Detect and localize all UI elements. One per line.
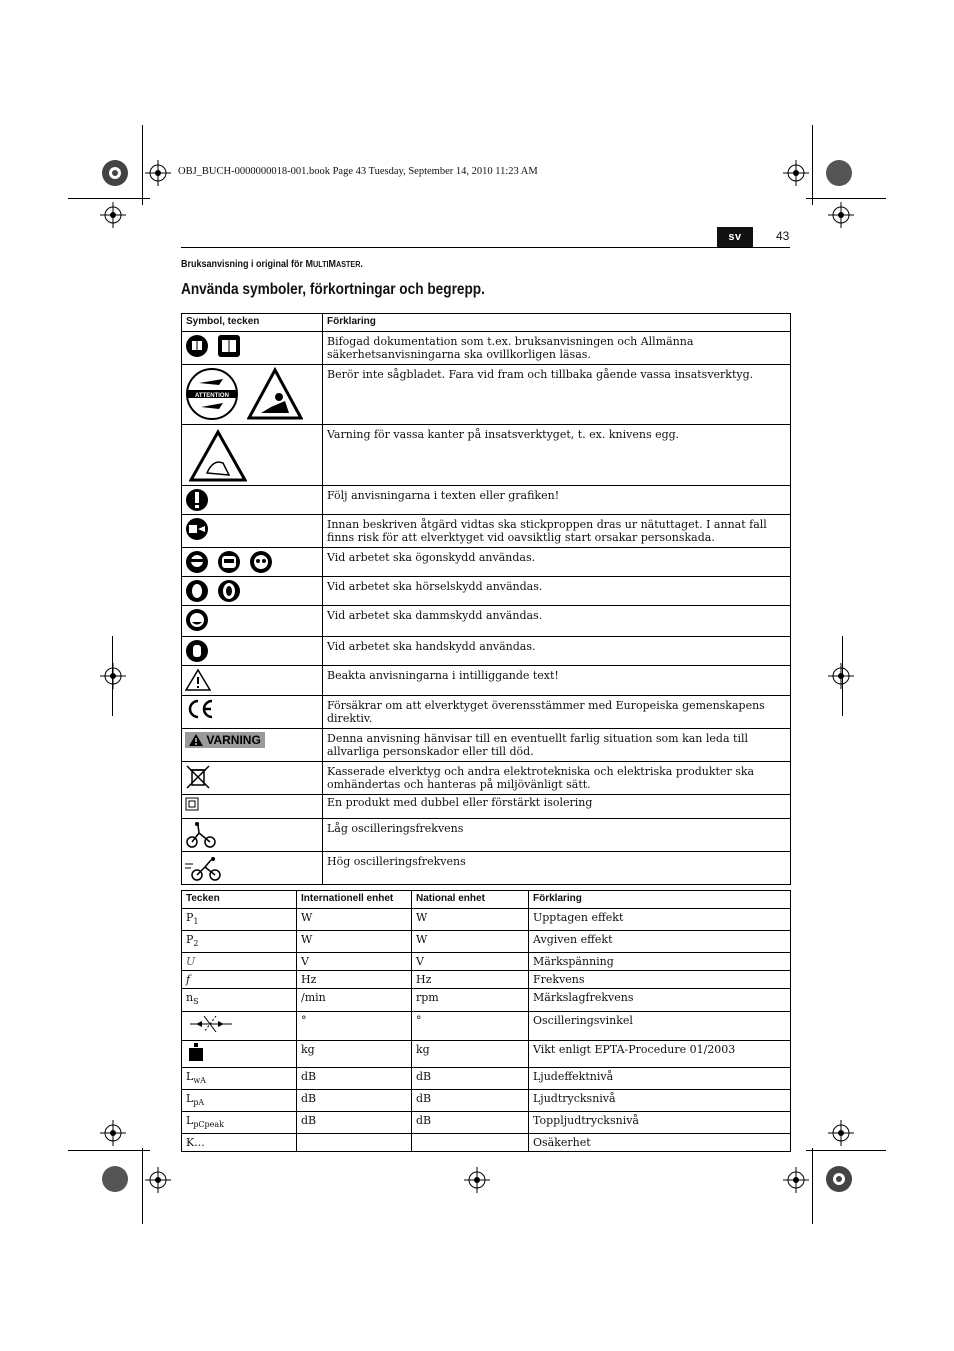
table-row [182, 819, 791, 852]
column-header: Förklaring [323, 314, 791, 332]
national-unit-cell: dB [412, 1089, 529, 1111]
symbol-cell [182, 1011, 297, 1040]
eye-protection-icon [217, 550, 241, 574]
symbol-cell [182, 577, 323, 606]
table-row [182, 606, 791, 637]
description-cell: Vid arbetet ska ögonskydd användas. [323, 548, 791, 577]
national-unit-cell: dB [412, 1067, 529, 1089]
table-row [182, 989, 791, 1011]
saw-blade-warning-icon [247, 367, 303, 421]
caution-triangle-icon [185, 668, 211, 692]
crosshair-icon [145, 160, 171, 186]
crosshair-icon [464, 1167, 490, 1193]
fast-cyclist-icon [185, 854, 223, 882]
symbol-cell: $L_{wA}$ [182, 1067, 297, 1089]
national-unit-cell [412, 1134, 529, 1152]
table-header-row [182, 314, 791, 332]
table-row [182, 953, 791, 971]
table-row [182, 548, 791, 577]
intl-unit-cell: dB [297, 1111, 412, 1133]
crosshair-icon [145, 1167, 171, 1193]
crosshair-icon [100, 1120, 126, 1146]
table-row [182, 909, 791, 931]
symbol-cell [182, 666, 323, 696]
table-row [182, 795, 791, 819]
saw-blade-warning-icon [185, 367, 239, 421]
table-row [182, 577, 791, 606]
table-header-row [182, 891, 791, 909]
symbol-cell [182, 795, 323, 819]
double-insulation-icon [185, 797, 199, 811]
description-cell: Försäkrar om att elverktyget överensstämmer med Europeiska gemenskapens direktiv. [323, 696, 791, 729]
mandatory-exclamation-icon [185, 488, 209, 512]
symbol-cell [182, 729, 323, 762]
gloves-icon [185, 639, 209, 663]
weee-bin-icon [185, 764, 211, 790]
table-row [182, 696, 791, 729]
description-cell: Oscilleringsvinkel [529, 1011, 791, 1040]
page-number: 43 [776, 229, 790, 243]
crosshair-icon [828, 663, 854, 689]
eye-protection-icon [185, 550, 209, 574]
description-cell: Toppljudtrycksnivå [529, 1111, 791, 1133]
symbol-cell [182, 1040, 297, 1067]
table-row [182, 729, 791, 762]
book-info-line: OBJ_BUCH-0000000018-001.book Page 43 Tuesday, September 14, 2010 11:23 AM [178, 166, 538, 177]
symbol-cell [182, 515, 323, 548]
sharp-edge-warning-icon [189, 429, 247, 483]
column-header: Tecken [182, 891, 297, 909]
description-cell: Innan beskriven åtgärd vidtas ska stickproppen dras ur nätuttaget. I annat fall finns risk för att elverktyget vid oavsiktlig start orsakar personskada. [323, 515, 791, 548]
symbol-cell: f [182, 971, 297, 989]
description-cell: Låg oscilleringsfrekvens [323, 819, 791, 852]
oscillation-angle-icon [186, 1013, 236, 1035]
column-header: Symbol, tecken [182, 314, 323, 332]
description-cell: Denna anvisning hänvisar till en eventuellt farlig situation som kan leda till allvarliga personskador eller till död. [323, 729, 791, 762]
table-row [182, 1111, 791, 1133]
national-unit-cell: W [412, 909, 529, 931]
table-row [182, 1040, 791, 1067]
national-unit-cell: kg [412, 1040, 529, 1067]
description-cell: Vid arbetet ska hörselskydd användas. [323, 577, 791, 606]
language-badge: sv [717, 227, 753, 247]
description-cell: Upptagen effekt [529, 909, 791, 931]
table-row [182, 1011, 791, 1040]
registration-target-icon [824, 158, 854, 188]
registration-target-icon [824, 1164, 854, 1194]
symbol-cell [182, 332, 323, 365]
symbols-table [181, 313, 791, 885]
intl-unit-cell: kg [297, 1040, 412, 1067]
crosshair-icon [100, 663, 126, 689]
description-cell: Följ anvisningarna i texten eller grafiken! [323, 486, 791, 515]
eye-protection-icon [249, 550, 273, 574]
intl-unit-cell: /min [297, 989, 412, 1011]
ear-protection-icon [185, 579, 209, 603]
description-cell: Märkspänning [529, 953, 791, 971]
crosshair-icon [828, 202, 854, 228]
description-cell: Vid arbetet ska dammskydd användas. [323, 606, 791, 637]
table-row [182, 365, 791, 425]
table-row [182, 332, 791, 365]
crosshair-icon [828, 1120, 854, 1146]
table-row [182, 852, 791, 885]
column-header: National enhet [412, 891, 529, 909]
weight-icon [186, 1042, 206, 1062]
symbol-cell: $L_{pA}$ [182, 1089, 297, 1111]
table-row [182, 425, 791, 486]
manual-subtitle: Bruksanvisning i original för MULTIMASTER. [181, 259, 363, 270]
crosshair-icon [100, 202, 126, 228]
description-cell: Märkslagfrekvens [529, 989, 791, 1011]
table-row [182, 666, 791, 696]
description-cell: En produkt med dubbel eller förstärkt isolering [323, 795, 791, 819]
header-rule [181, 247, 790, 248]
table-row [182, 931, 791, 953]
symbol-cell: K... [182, 1134, 297, 1152]
ear-protection-icon [217, 579, 241, 603]
national-unit-cell: rpm [412, 989, 529, 1011]
table-row [182, 1134, 791, 1152]
crosshair-icon [783, 160, 809, 186]
column-header: Förklaring [529, 891, 791, 909]
intl-unit-cell: W [297, 909, 412, 931]
description-cell: Hög oscilleringsfrekvens [323, 852, 791, 885]
national-unit-cell: W [412, 931, 529, 953]
description-cell: Bifogad dokumentation som t.ex. bruksanvisningen och Allmänna säkerhetsanvisningarna ska ovillkorligen läsas. [323, 332, 791, 365]
description-cell: Avgiven effekt [529, 931, 791, 953]
symbol-cell [182, 696, 323, 729]
description-cell: Vikt enligt EPTA-Procedure 01/2003 [529, 1040, 791, 1067]
intl-unit-cell [297, 1134, 412, 1152]
read-manual-icon [217, 334, 241, 358]
symbol-cell [182, 637, 323, 666]
table-row [182, 1067, 791, 1089]
symbol-cell [182, 548, 323, 577]
description-cell: Vid arbetet ska handskydd användas. [323, 637, 791, 666]
symbol-cell: $P_1$ [182, 909, 297, 931]
table-row [182, 486, 791, 515]
description-cell: Frekvens [529, 971, 791, 989]
slow-cyclist-icon [185, 821, 217, 849]
column-header: Internationell enhet [297, 891, 412, 909]
national-unit-cell: V [412, 953, 529, 971]
description-cell: Beakta anvisningarna i intilliggande text! [323, 666, 791, 696]
intl-unit-cell: ° [297, 1011, 412, 1040]
ce-mark-icon [185, 698, 215, 720]
read-manual-icon [185, 334, 209, 358]
registration-target-icon [100, 1164, 130, 1194]
description-cell: Ljudtrycksnivå [529, 1089, 791, 1111]
units-table [181, 890, 791, 1152]
symbol-cell [182, 852, 323, 885]
symbol-cell [182, 365, 323, 425]
table-row [182, 1089, 791, 1111]
symbol-cell: $n_S$ [182, 989, 297, 1011]
symbol-cell [182, 762, 323, 795]
svg-text:ATTENTION: ATTENTION [195, 393, 229, 399]
description-cell: Ljudeffektnivå [529, 1067, 791, 1089]
warning-triangle-icon [189, 734, 203, 746]
intl-unit-cell: Hz [297, 971, 412, 989]
description-cell: Varning för vassa kanter på insatsverktyget, t. ex. knivens egg. [323, 425, 791, 486]
description-cell: Kasserade elverktyg och andra elektrotekniska och elektriska produkter ska omhändertas och hanteras på miljövänligt sätt. [323, 762, 791, 795]
dust-mask-icon [185, 608, 209, 632]
symbol-cell: $L_{pCpeak}$ [182, 1111, 297, 1133]
symbol-cell [182, 606, 323, 637]
varning-label-icon: VARNING [185, 732, 265, 748]
description-cell: Osäkerhet [529, 1134, 791, 1152]
intl-unit-cell: dB [297, 1067, 412, 1089]
intl-unit-cell: V [297, 953, 412, 971]
crosshair-icon [783, 1167, 809, 1193]
national-unit-cell: ° [412, 1011, 529, 1040]
intl-unit-cell: dB [297, 1089, 412, 1111]
intl-unit-cell: W [297, 931, 412, 953]
symbol-cell: $P_2$ [182, 931, 297, 953]
unplug-icon [185, 517, 209, 541]
table-row [182, 971, 791, 989]
symbol-cell [182, 819, 323, 852]
symbol-cell [182, 486, 323, 515]
table-row [182, 515, 791, 548]
table-row [182, 637, 791, 666]
table-row [182, 762, 791, 795]
symbol-cell: U [182, 953, 297, 971]
description-cell: Berör inte sågbladet. Fara vid fram och tillbaka gående vassa insatsverktyg. [323, 365, 791, 425]
national-unit-cell: Hz [412, 971, 529, 989]
registration-target-icon [100, 158, 130, 188]
symbol-cell [182, 425, 323, 486]
page-title: Använda symboler, förkortningar och begrepp. [181, 281, 485, 298]
national-unit-cell: dB [412, 1111, 529, 1133]
